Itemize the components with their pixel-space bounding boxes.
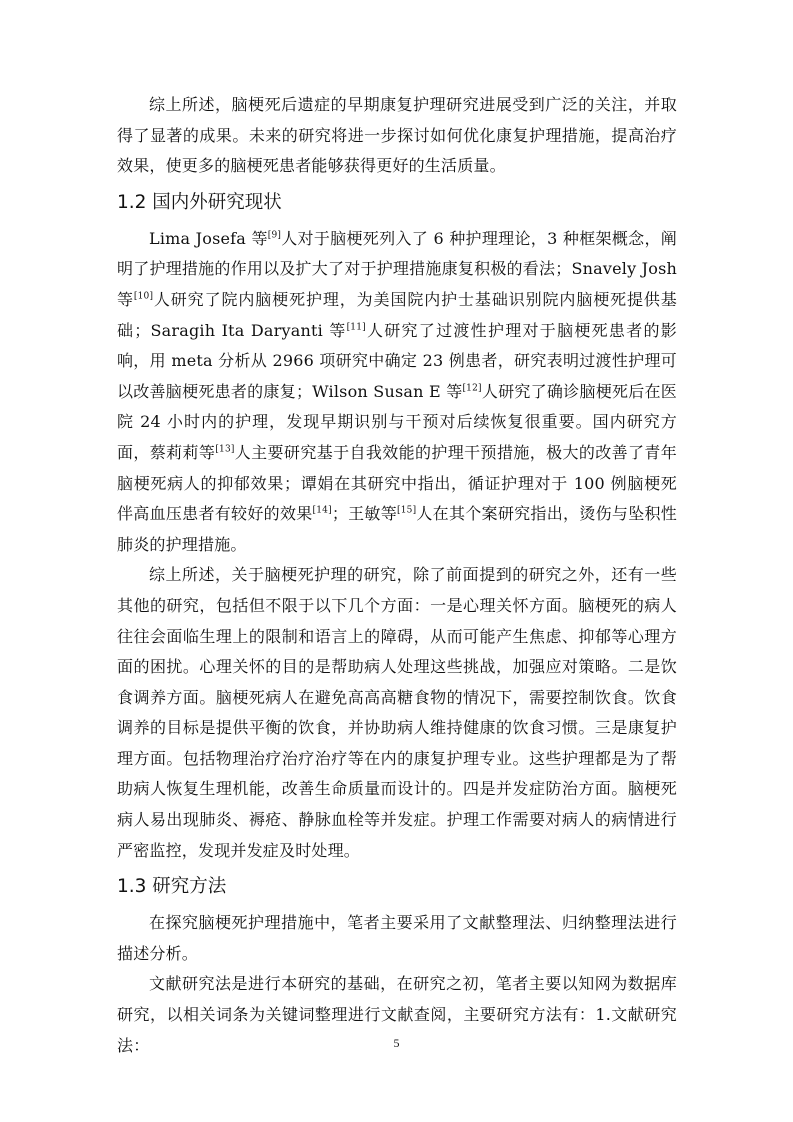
citation-ref: [14]	[312, 505, 332, 516]
text-run: 人在其个案研究指出，烫伤与坠积性肺炎的护理措施。	[117, 504, 677, 554]
section-heading-1-2: 1.2 国内外研究现状	[117, 191, 282, 213]
other-research-paragraph: 综上所述，关于脑梗死护理的研究，除了前面提到的研究之外，还有一些其他的研究，包括但不限于以下几个方面：一是心理关怀方面。脑梗死的病人往往会面临生理上的限制和语言上的障碍，从而可能产生焦虑、抑郁等心理方面的困扰。心理关怀的目的是帮助病人处理这些挑战，加强应对策略。二是饮食调养方面。脑梗死病人在避免高高高糖食物的情况下，需要控制饮食。饮食调养的目标是提供平衡的饮食，并协助病人维持健康的饮食习惯。三是康复护理方面。包括物理治疗治疗治疗等在内的康复护理专业。这些护理都是为了帮助病人恢复生理机能，改善生命质量而设计的。四是并发症防治方面。脑梗死病人易出现肺炎、褥疮、静脉血栓等并发症。护理工作需要对病人的病情进行严密监控，发现并发症及时处理。	[117, 565, 677, 860]
citation-ref: [13]	[215, 444, 235, 455]
citation-ref: [15]	[397, 505, 417, 516]
citation-ref: [9]	[267, 230, 282, 241]
section-heading-1-3: 1.3 研究方法	[117, 876, 227, 898]
text-run: 人对于脑梗死列入了 6 种护理理论，3 种框架概念，阐明了护理措施的作用以及扩大了对于护理措施康复积极的看法；Snavely Josh 等	[117, 228, 677, 309]
page-number: 5	[393, 1036, 400, 1050]
page-body	[117, 90, 677, 1061]
text-run: Lima Josefa 等	[149, 228, 268, 248]
text-run: 人研究了过渡性护理对于脑梗死患者的影响，用 meta 分析从 2966 项研究中确定 23 例患者，研究表明过渡性护理可以改善脑梗死患者的康复；Wilson Susan E 等	[117, 320, 677, 401]
text-run: 人主要研究基于自我效能的护理干预措施，极大的改善了青年脑梗死病人的抑郁效果；谭娟在其研究中指出，循证护理对于 100 例脑梗死伴高血压患者有较好的效果	[117, 442, 677, 524]
text-run: 人研究了确诊脑梗死后在医院 24 小时内的护理，发现早期识别与干预对后续恢复很重要。国内研究方面，蔡莉莉等	[117, 381, 677, 462]
text-run: 人研究了院内脑梗死护理，为美国院内护士基础识别院内脑梗死提供基础；Saragih Ita Daryanti 等	[117, 289, 678, 340]
text-run: ；王敏等	[331, 504, 397, 524]
research-status-paragraph	[117, 224, 677, 561]
citation-ref: [10]	[133, 291, 154, 302]
method-paragraph: 在探究脑梗死护理措施中，笔者主要采用了文献整理法、归纳整理法进行描述分析。	[117, 913, 677, 963]
citation-ref: [11]	[346, 322, 366, 333]
citation-ref: [12]	[462, 383, 482, 394]
literature-method-paragraph: 文献研究法是进行本研究的基础，在研究之初，笔者主要以知网为数据库研究，以相关词条为关键词整理进行文献查阅，主要研究方法有：1.文献研究法：	[117, 974, 677, 1055]
intro-paragraph: 综上所述，脑梗死后遗症的早期康复护理研究进展受到广泛的关注，并取得了显著的成果。未来的研究将进一步探讨如何优化康复护理措施，提高治疗效果，使更多的脑梗死患者能够获得更好的生活质量。	[117, 95, 677, 176]
